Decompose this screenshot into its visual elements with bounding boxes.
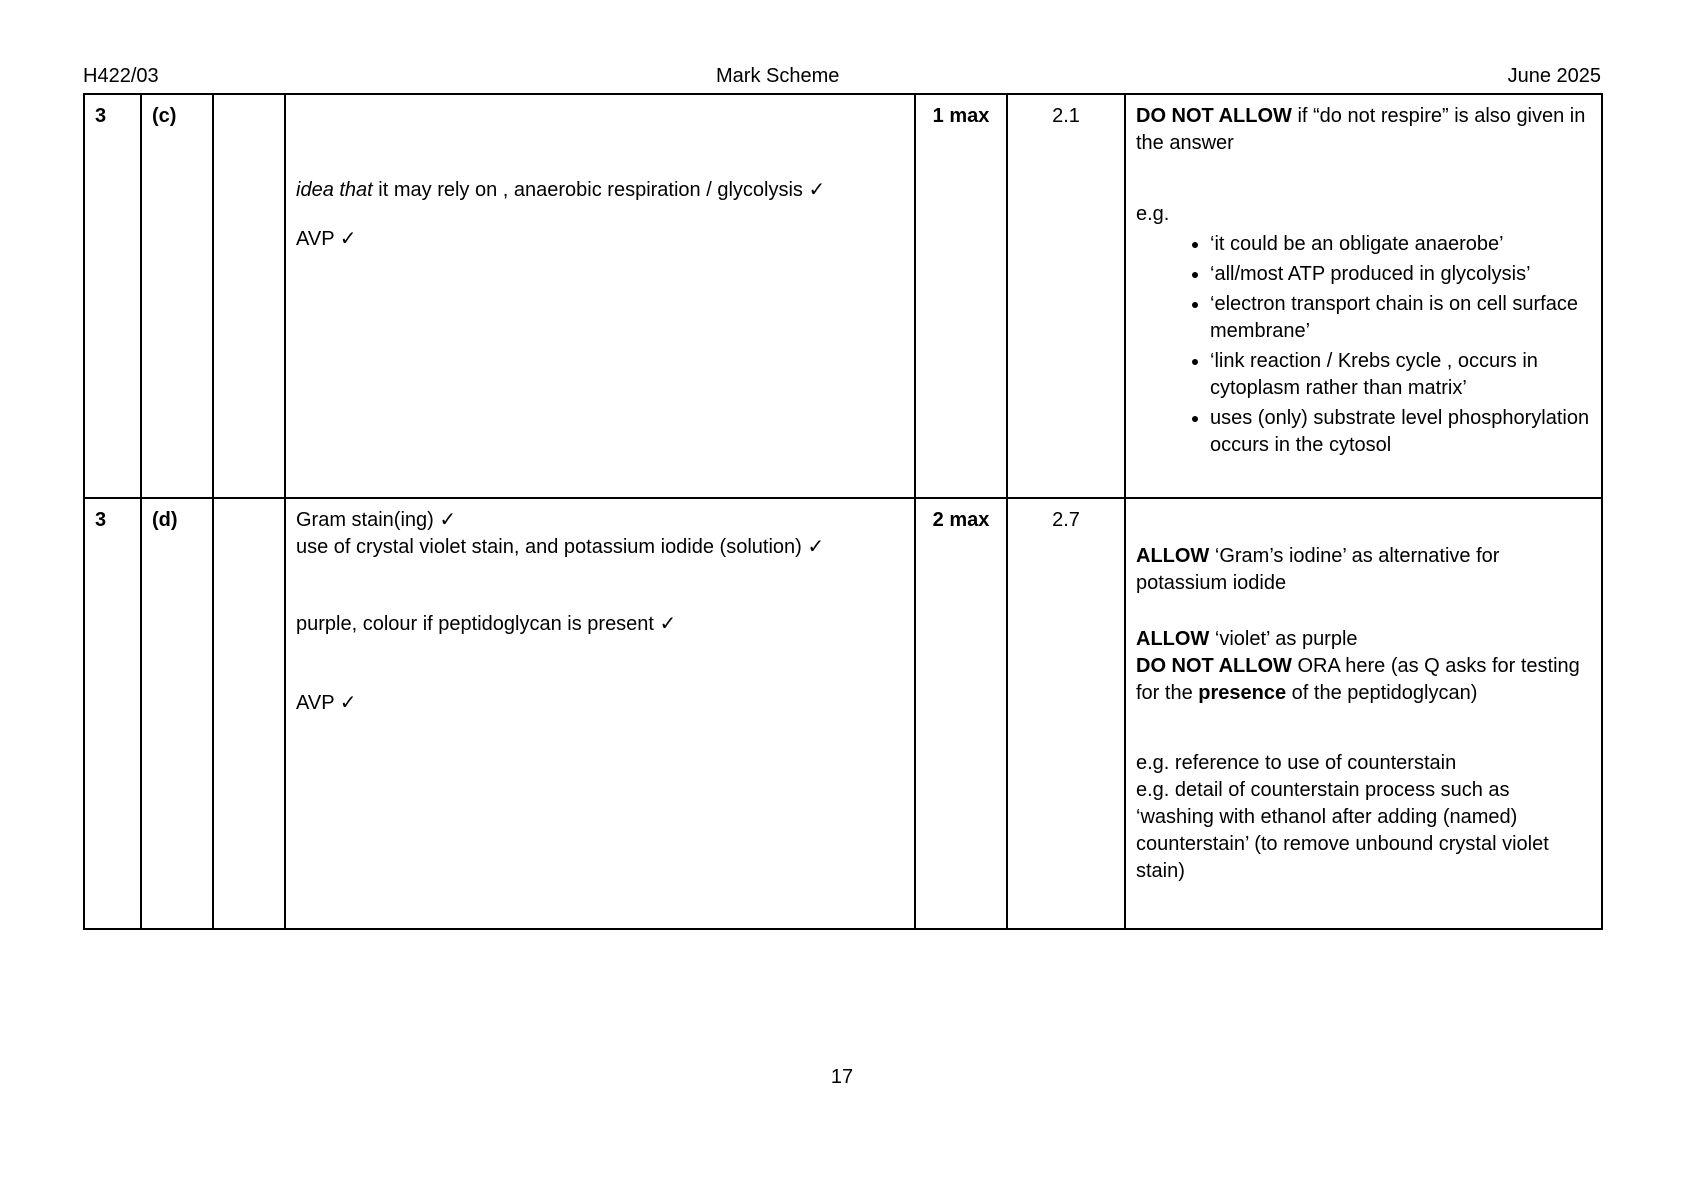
- guidance-text: if “do not respire” is also given in the answer: [1136, 105, 1586, 154]
- guidance-bullet: • ‘link reaction / Krebs cycle , occurs in cytoplasm rather than matrix’: [1210, 348, 1591, 402]
- mark-scheme-table: [83, 93, 1603, 930]
- guidance-bullet-list: [1136, 231, 1591, 459]
- doc-title: Mark Scheme: [716, 65, 840, 87]
- guidance-keyword: ALLOW: [1136, 545, 1210, 567]
- ao-cell: 2.1: [1007, 94, 1125, 498]
- guidance-keyword: DO NOT ALLOW: [1136, 655, 1292, 677]
- guidance-paragraph: [1136, 103, 1591, 157]
- answer-text: it may rely on , anaerobic respiration / glycolysis ✓: [372, 179, 826, 201]
- question-part: (c): [141, 94, 213, 498]
- guidance-paragraph: [1136, 653, 1591, 707]
- doc-session: June 2025: [1507, 65, 1601, 87]
- guidance-paragraph: e.g. reference to use of counterstain: [1136, 752, 1457, 774]
- answer-italic-lead: idea that: [296, 179, 373, 201]
- question-part: (d): [141, 498, 213, 929]
- ao-cell: 2.7: [1007, 498, 1125, 929]
- guidance-text: ‘violet’ as purple: [1209, 628, 1358, 650]
- marks-cell: 2 max: [915, 498, 1007, 929]
- table-row-3c: [84, 94, 1602, 498]
- marks-cell: 1 max: [915, 94, 1007, 498]
- guidance-text: ORA here (as Q asks for testing for the: [1136, 655, 1580, 704]
- guidance-bullet: • ‘all/most ATP produced in glycolysis’: [1210, 261, 1591, 288]
- guidance-keyword: ALLOW: [1136, 628, 1210, 650]
- guidance-paragraph: [1136, 626, 1591, 653]
- doc-code: H422/03: [83, 65, 159, 87]
- guidance-bullet: • uses (only) substrate level phosphorylation occurs in the cytosol: [1210, 405, 1591, 459]
- guidance-cell: [1125, 498, 1602, 929]
- page-footer: [0, 1064, 1684, 1091]
- question-subpart: [213, 94, 285, 498]
- guidance-keyword: presence: [1198, 682, 1287, 704]
- guidance-text: of the peptidoglycan): [1286, 682, 1478, 704]
- page-number: 17: [830, 1066, 854, 1088]
- guidance-text: ‘Gram’s iodine’ as alternative for potassium iodide: [1136, 545, 1500, 594]
- table-row-3d: [84, 498, 1602, 929]
- answer-line: purple, colour if peptidoglycan is present ✓: [296, 613, 677, 635]
- guidance-bullet: • ‘it could be an obligate anaerobe’: [1210, 231, 1591, 258]
- answer-line: Gram stain(ing) ✓: [296, 509, 457, 531]
- answer-cell: [285, 94, 915, 498]
- answer-line: use of crystal violet stain, and potassium iodide (solution) ✓: [296, 536, 825, 558]
- question-number: 3: [84, 498, 141, 929]
- answer-cell: [285, 498, 915, 929]
- answer-line: [296, 177, 904, 204]
- guidance-paragraph: e.g. detail of counterstain process such as ‘washing with ethanol after adding (named) counterstain’ (to remove unbound crystal violet stain): [1136, 779, 1549, 882]
- answer-line: AVP ✓: [296, 692, 357, 714]
- page-header: [83, 63, 1601, 93]
- guidance-keyword: DO NOT ALLOW: [1136, 105, 1292, 127]
- question-number: 3: [84, 94, 141, 498]
- guidance-bullet: • ‘electron transport chain is on cell surface membrane’: [1210, 291, 1591, 345]
- guidance-eg-label: e.g.: [1136, 203, 1170, 225]
- question-subpart: [213, 498, 285, 929]
- guidance-paragraph: [1136, 543, 1591, 597]
- guidance-cell: [1125, 94, 1602, 498]
- answer-line: AVP ✓: [296, 228, 357, 250]
